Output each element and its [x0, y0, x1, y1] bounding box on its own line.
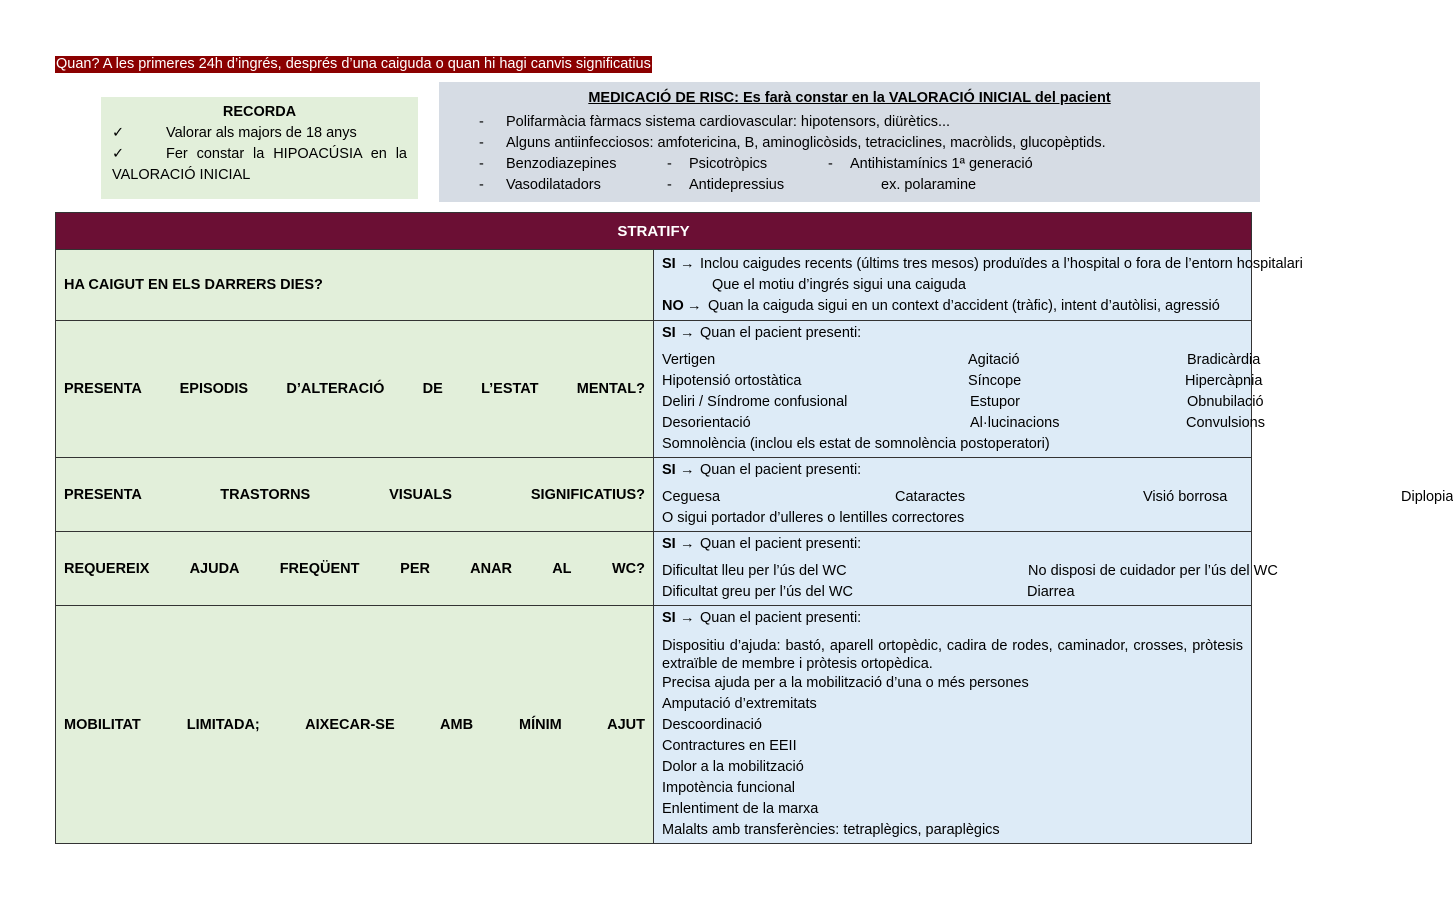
medicacio-line — [439, 154, 1260, 175]
dash: - — [479, 177, 484, 193]
list-item — [662, 715, 1243, 736]
symptom: Descoordinació — [662, 717, 762, 733]
table-row — [56, 532, 1252, 606]
medicacio-title: MEDICACIÓ DE RISC: Es farà constar en la VALORACIÓ INICIAL del pacient — [588, 90, 1111, 106]
medicacio-item: Psicotròpics — [689, 156, 768, 172]
list-item — [662, 736, 1243, 757]
answer-trastorns-visuals — [654, 458, 1453, 532]
recorda-item-continuation: VALORACIÓ INICIAL — [112, 167, 251, 183]
medicacio-item: Benzodiazepines — [506, 156, 617, 172]
symptom: No disposi de cuidador per l’ús del WC — [1028, 563, 1278, 579]
arrow-icon: → — [687, 297, 702, 314]
answer-text: Quan el pacient presenti: — [700, 462, 862, 478]
table-row — [56, 250, 1252, 321]
arrow-icon: → — [680, 610, 695, 626]
recorda-item-adults — [112, 123, 407, 144]
dash: - — [479, 156, 484, 172]
symptom: Deliri / Síndrome confusional — [662, 394, 848, 410]
symptom: Bradicàrdia — [1187, 352, 1261, 368]
arrow-icon: → — [680, 255, 695, 272]
table-row — [56, 458, 1252, 532]
symptom: Precisa ajuda per a la mobilització d’una o més persones — [662, 675, 1029, 691]
dispositiu-ajuda-text: Dispositiu d’ajuda: bastó, aparell ortopèdic, cadira de rodes, caminador, crosses, pròtesis extraïble de membre i pròtesis ortopèdica. — [662, 638, 1243, 672]
recorda-box — [101, 97, 418, 199]
stratify-header: STRATIFY — [56, 213, 1252, 250]
dash: - — [479, 135, 484, 151]
si-label: SI — [662, 255, 676, 272]
medicacio-line — [439, 112, 1260, 133]
symptom: Dificultat greu per l’ús del WC — [662, 584, 853, 600]
symptom: Somnolència (inclou els estat de somnolència postoperatori) — [662, 436, 1050, 452]
stratify-table — [55, 212, 1453, 844]
symptom: Contractures en EEII — [662, 738, 797, 754]
list-item — [662, 778, 1243, 799]
answer-text: Que el motiu d’ingrés sigui una caiguda — [712, 276, 966, 293]
checkmark-icon: ✓ — [112, 125, 125, 141]
symptom: Dolor a la mobilització — [662, 759, 804, 775]
list-item — [662, 561, 1278, 582]
recorda-item-text: Valorar als majors de 18 anys — [166, 125, 357, 141]
si-label: SI — [662, 610, 676, 626]
symptom: Vertigen — [662, 352, 716, 368]
answer-caigut — [654, 250, 1303, 321]
symptom: Estupor — [970, 394, 1020, 410]
symptom: Diarrea — [1027, 584, 1075, 600]
symptom: Impotència funcional — [662, 780, 795, 796]
symptom: Amputació d’extremitats — [662, 696, 817, 712]
dash: - — [828, 156, 833, 172]
arrow-icon: → — [680, 462, 695, 478]
list-item — [662, 799, 1243, 820]
list-item — [662, 371, 1263, 392]
stratify-header-row — [56, 213, 1252, 250]
question-trastorns-visuals: PRESENTA TRASTORNS VISUALS SIGNIFICATIUS? — [56, 458, 654, 532]
answer-estat-mental — [654, 321, 1265, 458]
symptom: Obnubilació — [1187, 394, 1264, 410]
list-item — [662, 434, 1243, 455]
symptom: Cataractes — [895, 489, 966, 505]
answer-ajuda-wc — [654, 532, 1278, 606]
dash: - — [479, 114, 484, 130]
symptom: Enlentiment de la marxa — [662, 801, 819, 817]
question-estat-mental: PRESENTA EPISODIS D’ALTERACIÓ DE L’ESTAT MENTAL? — [56, 321, 654, 458]
symptom: Ceguesa — [662, 489, 721, 505]
list-item — [662, 508, 1243, 529]
answer-mobilitat — [654, 606, 1252, 844]
question-caigut: HA CAIGUT EN ELS DARRERS DIES? — [56, 250, 654, 321]
symptom: Hipotensió ortostàtica — [662, 373, 802, 389]
symptom: Al·lucinacions — [970, 415, 1060, 431]
checkmark-icon: ✓ — [112, 146, 125, 162]
frequency-banner: Quan? A les primeres 24h d’ingrés, després d’una caiguda o quan hi hagi canvis significatius — [56, 56, 651, 72]
medicacio-item: Vasodilatadors — [506, 177, 601, 193]
list-item — [662, 350, 1261, 371]
list-item — [662, 820, 1243, 841]
symptom: Convulsions — [1186, 415, 1265, 431]
recorda-item-hipoacusia — [112, 144, 407, 165]
symptom: Síncope — [968, 373, 1022, 389]
list-item — [662, 392, 1264, 413]
medicacio-line — [439, 133, 1260, 154]
no-label: NO — [662, 297, 684, 314]
medicacio-risc-box — [439, 82, 1260, 202]
dash: - — [667, 156, 672, 172]
arrow-icon: → — [680, 536, 695, 552]
symptom: Visió borrosa — [1143, 489, 1228, 505]
medicacio-item: Antidepressius — [689, 177, 785, 193]
list-item — [662, 487, 1453, 508]
question-ajuda-wc: REQUEREIX AJUDA FREQÜENT PER ANAR AL WC? — [56, 532, 654, 606]
dash: - — [667, 177, 672, 193]
symptom: O sigui portador d’ulleres o lentilles correctores — [662, 510, 965, 526]
medicacio-item: Polifarmàcia fàrmacs sistema cardiovascular: hipotensors, diürètics... — [506, 114, 951, 130]
arrow-icon: → — [680, 325, 695, 341]
answer-text: Quan el pacient presenti: — [700, 610, 862, 626]
medicacio-item: ex. polaramine — [881, 177, 977, 193]
list-item — [662, 582, 1243, 603]
symptom: Hipercàpnia — [1185, 373, 1263, 389]
table-row — [56, 606, 1252, 844]
answer-text: Inclou caigudes recents (últims tres mesos) produïdes a l’hospital o fora de l’entorn hospitalari — [700, 255, 1303, 272]
medicacio-item: Antihistamínics 1ª generació — [850, 156, 1033, 172]
medicacio-item: Alguns antiinfecciosos: amfotericina, B, aminoglicòsids, tetraciclines, macròlids, glucopèptids. — [506, 135, 1106, 151]
list-item — [662, 694, 1243, 715]
symptom: Dificultat lleu per l’ús del WC — [662, 563, 847, 579]
answer-text: Quan el pacient presenti: — [700, 536, 862, 552]
list-item — [662, 413, 1265, 434]
answer-text: Quan el pacient presenti: — [700, 325, 862, 341]
answer-text: Quan la caiguda sigui en un context d’accident (tràfic), intent d’autòlisi, agressió — [708, 297, 1220, 314]
symptom: Agitació — [968, 352, 1020, 368]
table-row — [56, 321, 1252, 458]
symptom: Malalts amb transferències: tetraplègics, paraplègics — [662, 822, 1000, 838]
si-label: SI — [662, 325, 676, 341]
symptom: Desorientació — [662, 415, 751, 431]
question-mobilitat: MOBILITAT LIMITADA; AIXECAR-SE AMB MÍNIM AJUT — [56, 606, 654, 844]
symptom: Diplopia — [1401, 489, 1453, 505]
si-label: SI — [662, 536, 676, 552]
recorda-item-text: Fer constar la HIPOACÚSIA en la — [166, 146, 407, 162]
recorda-title: RECORDA — [222, 104, 297, 120]
list-item — [662, 673, 1243, 694]
list-item — [662, 757, 1243, 778]
si-label: SI — [662, 462, 676, 478]
medicacio-line — [439, 175, 1260, 196]
